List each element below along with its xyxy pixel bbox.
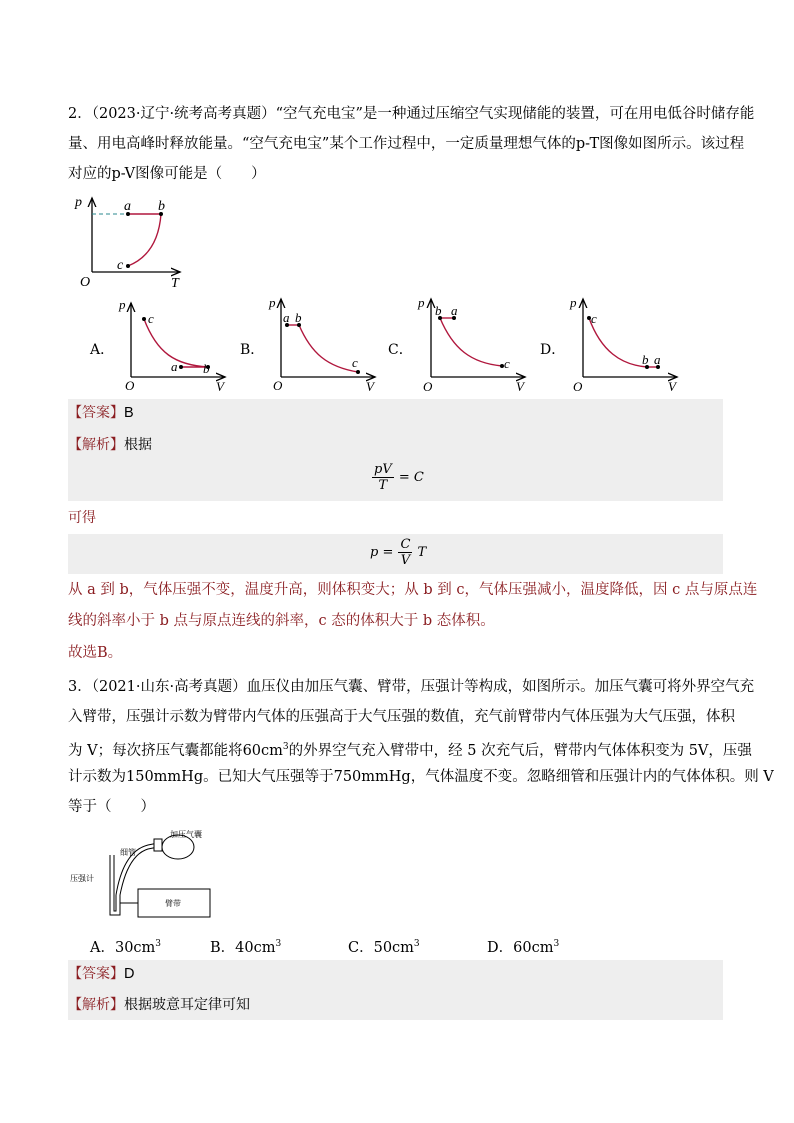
option-b-graph[interactable] xyxy=(265,293,385,393)
svg-text:细管: 细管 xyxy=(120,848,136,857)
svg-text:b: b xyxy=(642,352,649,367)
svg-text:O: O xyxy=(573,379,583,393)
svg-text:a: a xyxy=(171,359,178,374)
svg-text:c: c xyxy=(117,258,124,273)
q2-explanation-1: 从 a 到 b，气体压强不变，温度升高，则体积变大；从 b 到 c，气体压强减小，温度降低，因 c 点与原点连 xyxy=(68,582,758,598)
equation-pv-t: $\frac{pV}{T}$ = C xyxy=(374,462,424,493)
svg-text:p: p xyxy=(119,297,126,312)
equation-p-c-v-t: p = $\frac{C}{V}$ T xyxy=(370,537,427,568)
svg-text:c: c xyxy=(148,311,154,326)
svg-text:a: a xyxy=(654,352,661,367)
svg-text:b: b xyxy=(295,310,302,325)
q2-explanation-2: 线的斜率小于 b 点与原点连线的斜率，c 态的体积大于 b 态体积。 xyxy=(68,613,495,629)
q3-option-a[interactable]: A．$30cm^3$ xyxy=(90,939,162,956)
svg-text:a: a xyxy=(124,199,131,214)
p-t-graph xyxy=(68,190,198,290)
option-c-graph[interactable] xyxy=(413,293,533,393)
origin-label: O xyxy=(80,275,91,290)
svg-text:b: b xyxy=(435,303,442,318)
option-b-label[interactable]: B． xyxy=(240,342,265,358)
q2-kede: 可得 xyxy=(68,510,96,526)
q3-line-4: 计示数为150mmHg。已知大气压强等于750mmHg，气体温度不变。忽略细管和压强计内的气体体积。则 V xyxy=(68,769,774,785)
svg-text:p: p xyxy=(269,295,276,310)
option-a-graph[interactable] xyxy=(115,293,235,393)
svg-text:O: O xyxy=(273,378,283,393)
q3-line-5: 等于（ ） xyxy=(68,799,155,815)
q3-answer: 【答案】D xyxy=(68,966,135,982)
svg-text:O: O xyxy=(125,378,135,393)
svg-text:c: c xyxy=(591,311,597,326)
svg-text:V: V xyxy=(516,379,524,393)
svg-text:a: a xyxy=(451,303,458,318)
svg-text:b: b xyxy=(203,361,210,376)
svg-text:p: p xyxy=(570,295,577,310)
q3-line-2: 入臂带，压强计示数为臂带内气体的压强高于大气压强的数值，充气前臂带内气体压强为大气压强，体积 xyxy=(68,709,735,725)
t-axis-label: T xyxy=(171,276,179,290)
q3-line-3: 为 V；每次挤压气囊都能将$60cm^3$的外界空气充入臂带中，经 5 次充气后，臂带内气体体积变为 5V，压强 xyxy=(68,742,752,759)
blood-pressure-figure xyxy=(68,825,238,925)
svg-text:加压气囊: 加压气囊 xyxy=(170,830,202,839)
option-d-label[interactable]: D． xyxy=(540,342,566,358)
svg-text:V: V xyxy=(366,379,374,393)
svg-text:b: b xyxy=(158,199,165,214)
q3-option-b[interactable]: B．$40cm^3$ xyxy=(210,939,282,956)
svg-text:c: c xyxy=(352,355,358,370)
q3-option-d[interactable]: D．$60cm^3$ xyxy=(487,939,560,956)
q2-line-3: 对应的p-V图像可能是（ ） xyxy=(68,166,266,182)
q2-conclusion: 故选B。 xyxy=(68,645,123,661)
svg-text:O: O xyxy=(423,379,433,393)
svg-text:臂带: 臂带 xyxy=(165,899,181,908)
bc-curve xyxy=(128,214,161,266)
option-c-label[interactable]: C． xyxy=(388,342,413,358)
svg-text:p: p xyxy=(418,295,425,310)
svg-text:V: V xyxy=(216,379,224,393)
p-axis-label: p xyxy=(75,195,82,210)
q2-line-2: 量、用电高峰时释放能量。“空气充电宝”某个工作过程中，一定质量理想气体的p-T图像如图所示。该过程 xyxy=(68,136,745,152)
q2-answer: 【答案】B xyxy=(68,405,134,421)
q3-line-1: 3．（2021·山东·高考真题）血压仪由加压气囊、臂带，压强计等构成，如图所示。加压气囊可将外界空气充 xyxy=(68,679,755,695)
svg-text:c: c xyxy=(504,356,510,371)
q2-line-1: 2．（2023·辽宁·统考高考真题）“空气充电宝”是一种通过压缩空气实现储能的装置，可在用电低谷时储存能 xyxy=(68,106,755,122)
q2-analysis: 【解析】根据 xyxy=(68,437,152,453)
svg-text:压强计: 压强计 xyxy=(70,874,94,883)
svg-text:V: V xyxy=(668,379,676,393)
q3-analysis: 【解析】根据玻意耳定律可知 xyxy=(68,997,250,1013)
option-a-label[interactable]: A． xyxy=(90,342,115,358)
svg-text:a: a xyxy=(283,310,290,325)
q3-option-c[interactable]: C．$50cm^3$ xyxy=(348,939,420,956)
option-d-graph[interactable] xyxy=(565,293,685,393)
valve-icon xyxy=(154,839,162,851)
